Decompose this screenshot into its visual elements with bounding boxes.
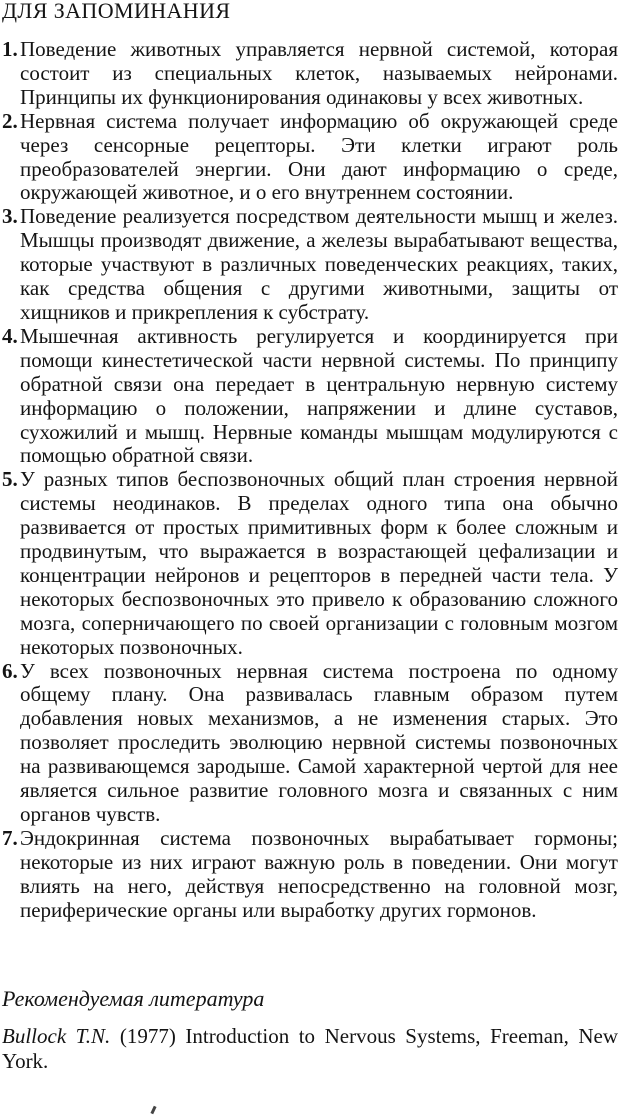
item-text: Поведение животных управляется нервной системой, которая состоит из специальных клеток, называемых нейронами. Принципы их функционирования одинаковы у всех животных. <box>20 37 618 109</box>
list-item <box>2 110 618 206</box>
reference-details: (1977) Introduction to Nervous Systems, Freeman, New York. <box>2 1024 619 1073</box>
item-number: 7. <box>2 825 18 850</box>
item-number: 4. <box>2 323 18 348</box>
item-number: 3. <box>2 204 18 229</box>
list-item <box>2 468 618 659</box>
list-item <box>2 38 618 110</box>
summary-list <box>2 38 618 923</box>
list-item <box>2 205 618 325</box>
item-text: Мышечная активность регулируется и координируется при помощи кинестетической части нервной системы. По принципу обратной связи она передает в центральную нервную систему информацию о положении, напряжении и длине суставов, сухожилий и мышц. Нервные команды мышцам модулируются с помощью обратной связи. <box>20 323 618 468</box>
list-item <box>2 827 618 923</box>
item-number: 1. <box>2 37 18 61</box>
section-heading: ДЛЯ ЗАПОМИНАНИЯ <box>2 0 231 23</box>
item-text: У всех позвоночных нервная система построена по одному общему плану. Она развивалась главным образом путем добавления новых механизмов, а не изменения старых. Это позволяет проследить эволюцию нервной системы позвоночных на развивающемся зародыше. Самой характерной чертой для нее является сильное развитие головного мозга и связанных с ним органов чувств. <box>20 658 618 826</box>
item-number: 6. <box>2 658 18 683</box>
literature-heading: Рекомендуемая литература <box>2 986 265 1011</box>
reference-author: Bullock T.N. <box>2 1024 111 1048</box>
item-text: Поведение реализуется посредством деятельности мышц и желез. Мышцы производят движение, а железы вырабатывают вещества, которые участвуют в различных поведенческих реакциях, таких, как средства общения с другими животными, защиты от хищников и прикрепления к субстрату. <box>20 204 618 324</box>
list-item <box>2 660 618 827</box>
print-mark <box>150 1106 156 1115</box>
item-text: Эндокринная система позвоночных вырабатывает гормоны; некоторые из них играют важную роль в поведении. Они могут влиять на него, действуя непосредственно на головной мозг, периферические органы или выработку других гормонов. <box>20 825 618 922</box>
list-item <box>2 325 618 468</box>
item-text: У разных типов беспозвоночных общий план строения нервной системы неодинаков. В пределах одного типа она обычно развивается от простых примитивных форм к более сложным и продвинутым, что выражается в возрастающей цефализации и концентрации нейронов и рецепторов в передней части тела. У некоторых беспозвоночных это привело к образованию сложного мозга, соперничающего по своей организации с головным мозгом некоторых позвоночных. <box>20 467 618 659</box>
item-text: Нервная система получает информацию об окружающей среде через сенсорные рецепторы. Эти клетки играют роль преобразователей энергии. Они дают информацию о среде, окружающей животное, и о его внутреннем состоянии. <box>20 108 618 205</box>
item-number: 5. <box>2 467 18 492</box>
reference-entry <box>2 1024 618 1074</box>
item-number: 2. <box>2 108 18 133</box>
